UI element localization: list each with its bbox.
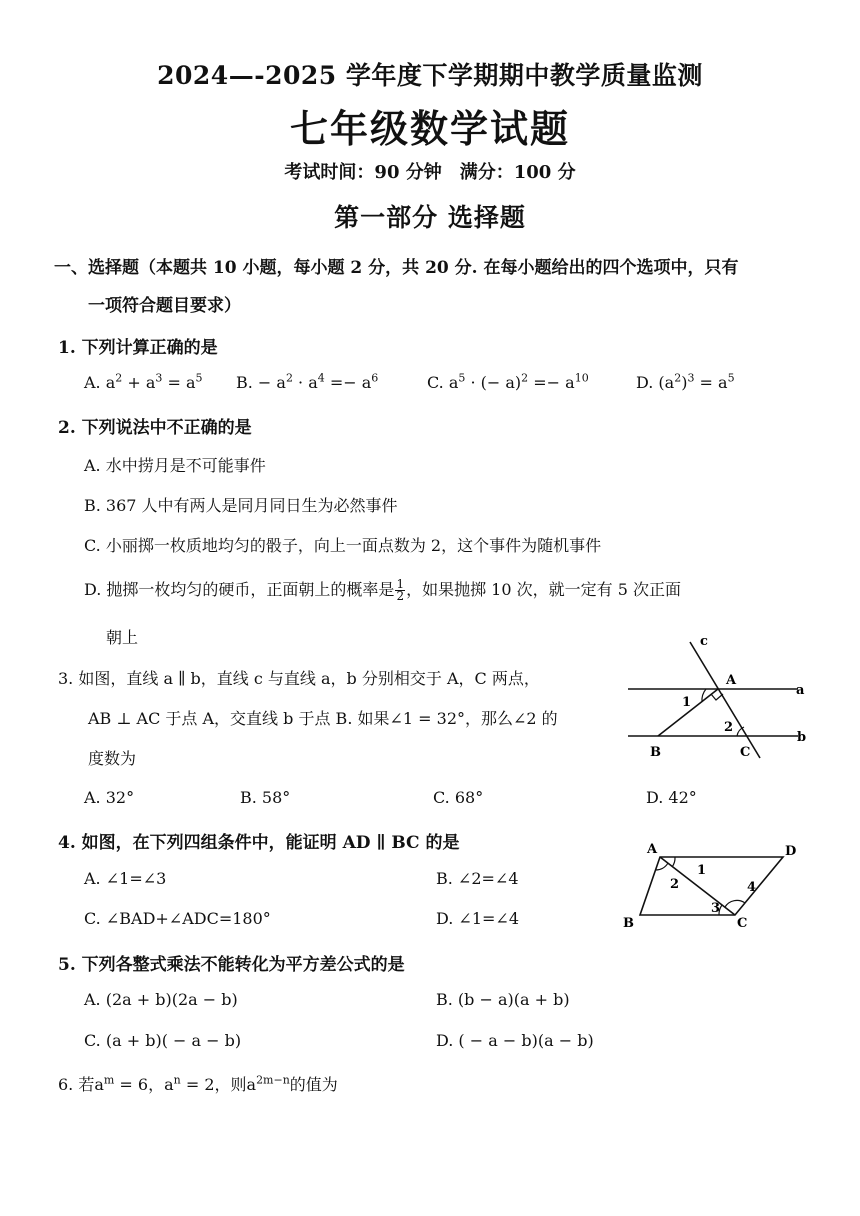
q5-option-c: C. (a + b)( − a − b) (84, 1031, 242, 1050)
label-c: c (700, 634, 708, 649)
label-angle-3: 3 (711, 901, 721, 916)
right-angle-mark (711, 694, 723, 700)
exam-info: 考试时间：90 分钟 满分：100 分 (284, 162, 576, 183)
angle-1-arc (672, 857, 675, 867)
q3-parallel-lines-figure (620, 630, 820, 765)
q2-stem: 2. 下列说法中不正确的是 (58, 418, 252, 438)
line-c (690, 642, 760, 758)
label-angle-2: 2 (724, 720, 734, 735)
q4-option-d: D. ∠1=∠4 (436, 909, 520, 928)
label-b: b (797, 730, 807, 745)
label-C: C (737, 916, 748, 931)
q5-stem: 5. 下列各整式乘法不能转化为平方差公式的是 (58, 955, 405, 975)
label-angle-2: 2 (670, 877, 680, 892)
q2-option-d-continued: 朝上 (106, 628, 139, 647)
exam-title: 七年级数学试题 (289, 106, 570, 151)
q4-option-c: C. ∠BAD+∠ADC=180° (84, 909, 271, 928)
q3-stem-line-1: 3. 如图，直线 a ∥ b，直线 c 与直线 a，b 分别相交于 A，C 两点， (58, 669, 540, 688)
q3-option-c: C. 68° (433, 788, 484, 807)
label-A: A (726, 673, 737, 688)
label-D: D (785, 844, 797, 859)
label-B: B (650, 745, 661, 760)
label-B: B (623, 916, 634, 931)
label-angle-4: 4 (747, 880, 757, 895)
q1-stem: 1. 下列计算正确的是 (58, 338, 218, 358)
label-C: C (740, 745, 751, 760)
instruction-line-2: 一项符合题目要求） (88, 296, 241, 316)
label-angle-1: 1 (682, 695, 692, 710)
q5-option-d: D. ( − a − b)(a − b) (436, 1031, 594, 1050)
q1-option-b: B. − $a^2 \cdot a^4 =- a^6$ (236, 371, 379, 392)
label-a: a (796, 683, 805, 698)
q3-option-b: B. 58° (240, 788, 291, 807)
q2-option-a: A. 水中捞月是不可能事件 (84, 456, 266, 475)
label-angle-1: 1 (697, 863, 707, 878)
instruction-line-1: 一、选择题（本题共 10 小题，每小题 2 分，共 20 分. 在每小题给出的四个选项中，只有 (54, 258, 739, 278)
q1-option-a: A. $a^2 + a^3 = a^5$ (84, 371, 203, 392)
q5-option-a: A. (2a + b)(2a − b) (84, 990, 238, 1009)
q4-option-b: B. ∠2=∠4 (436, 869, 519, 888)
fraction-one-half: $\frac{1}{2}$ (396, 577, 405, 603)
q2-option-d: D. 抛掷一枚均匀的硬币，正面朝上的概率是 $\frac{1}{2}$ ，如果抛掷 10 次，就一定有 5 次正面 (84, 577, 681, 603)
q3-stem-line-2: AB ⊥ AC 于点 A，交直线 b 于点 B. 如果∠1 = 32°，那么∠2 的 (88, 709, 558, 728)
q1-option-d: D. $(a^2)^3 = a^5$ (636, 371, 735, 392)
q5-option-b: B. (b − a)(a + b) (436, 990, 570, 1009)
q4-stem: 4. 如图，在下列四组条件中，能证明 AD ∥ BC 的是 (58, 833, 460, 853)
exam-period-heading: 2024—-2025 学年度下学期期中教学质量监测 (157, 61, 703, 90)
q3-stem-line-3: 度数为 (88, 749, 137, 768)
part1-title: 第一部分 选择题 (334, 203, 526, 232)
q3-option-d: D. 42° (646, 788, 697, 807)
q4-option-a: A. ∠1=∠3 (84, 869, 167, 888)
q4-quadrilateral-figure (615, 835, 815, 935)
label-A: A (647, 842, 658, 857)
q2-option-c: C. 小丽掷一枚质地均匀的骰子，向上一面点数为 2，这个事件为随机事件 (84, 536, 602, 555)
q3-option-a: A. 32° (84, 788, 135, 807)
q2-option-b: B. 367 人中有两人是同月同日生为必然事件 (84, 496, 398, 515)
q1-option-c: C. $a^5$ · (− $a)^2 =- a^{10}$ (427, 371, 589, 392)
q6-stem: 6. 若$a^m = 6$，$a^n = 2$，则$a^{2m-n}$的值为 (58, 1073, 338, 1094)
